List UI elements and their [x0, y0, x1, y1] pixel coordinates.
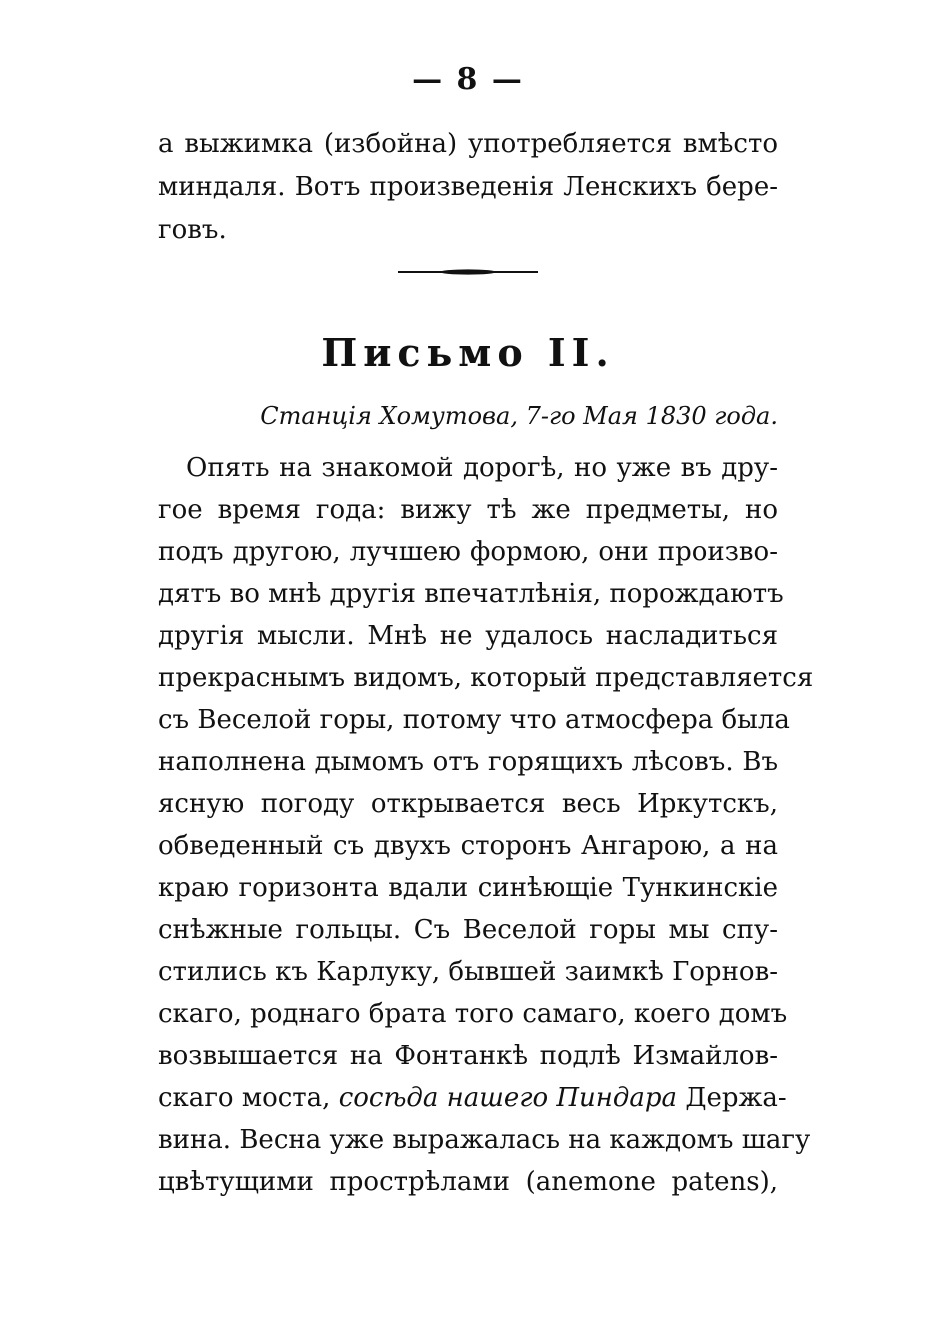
text-line: прекраснымъ видомъ, который представляется — [158, 663, 814, 693]
text-line: возвышается на Фонтанкѣ подлѣ Измайлов- — [158, 1041, 778, 1071]
text-line: вина. Весна уже выражалась на каждомъ шагу — [158, 1125, 811, 1155]
text-line: скаго, роднаго брата того самаго, коего домъ — [158, 999, 788, 1029]
page-number: — 8 — — [412, 62, 524, 97]
text-segment: скаго моста, — [158, 1083, 331, 1113]
text-line: снѣжные гольцы. Съ Веселой горы мы спу- — [158, 915, 778, 945]
text-line-mixed — [158, 1080, 787, 1116]
text-line: Опять на знакомой дорогѣ, но уже въ дру- — [186, 453, 778, 483]
text-line: цвѣтущими прострѣлами (anemone patens), — [158, 1167, 778, 1197]
text-line: дятъ во мнѣ другія впечатлѣнія, порождаютъ — [158, 579, 784, 609]
italic-phrase: сосѣда нашего Пиндара — [338, 1083, 678, 1113]
text-line: наполнена дымомъ отъ горящихъ лѣсовъ. Въ — [158, 747, 778, 777]
ornamental-divider — [398, 268, 538, 276]
letter-heading: Письмо II. — [321, 330, 615, 375]
text-line: стились къ Карлуку, бывшей заимкѣ Горнов- — [158, 957, 778, 987]
text-line: а выжимка (избойна) употребляется вмѣсто — [158, 129, 778, 159]
text-line: миндаля. Вотъ произведенія Ленскихъ бере- — [158, 172, 778, 202]
text-line: гое время года: вижу тѣ же предметы, но — [158, 495, 778, 525]
text-line: подъ другою, лучшею формою, они произво- — [158, 537, 778, 567]
text-line: говъ. — [158, 215, 227, 245]
dateline: Станція Хомутова, 7-го Мая 1830 года. — [260, 402, 778, 430]
text-line: ясную погоду открывается весь Иркутскъ, — [158, 789, 778, 819]
text-line: обведенный съ двухъ сторонъ Ангарою, а на — [158, 831, 778, 861]
text-line: краю горизонта вдали синѣющіе Тункинскіе — [158, 873, 778, 903]
text-line: другія мысли. Мнѣ не удалось насладиться — [158, 621, 778, 651]
text-line: съ Веселой горы, потому что атмосфера была — [158, 705, 790, 735]
text-segment: Держа- — [685, 1083, 787, 1113]
